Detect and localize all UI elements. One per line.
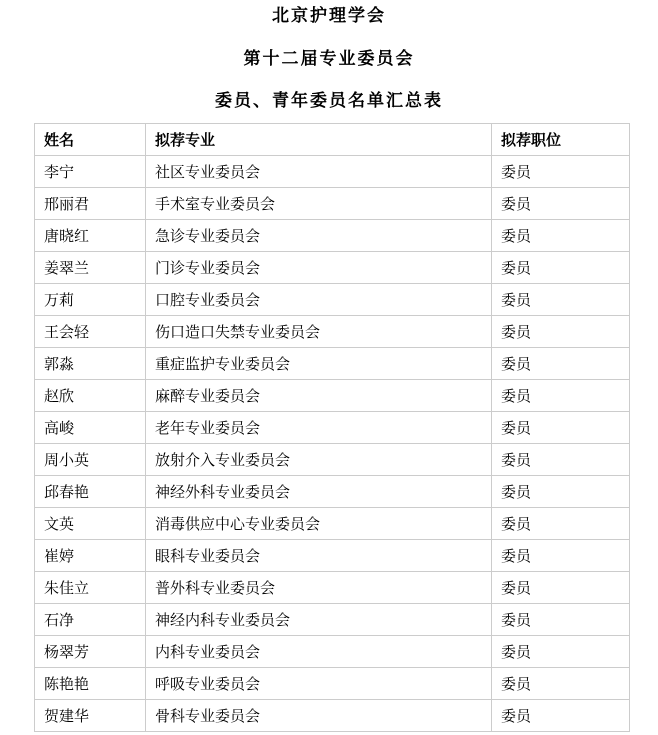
cell-name: 万莉 — [35, 284, 146, 316]
cell-name: 李宁 — [35, 156, 146, 188]
cell-specialty: 消毒供应中心专业委员会 — [146, 508, 492, 540]
table-row — [35, 156, 630, 188]
cell-specialty: 放射介入专业委员会 — [146, 444, 492, 476]
column-header-position: 拟荐职位 — [492, 124, 630, 156]
cell-position: 委员 — [492, 316, 630, 348]
cell-position: 委员 — [492, 636, 630, 668]
cell-name: 郭淼 — [35, 348, 146, 380]
cell-name: 王会轻 — [35, 316, 146, 348]
table-header-row — [35, 124, 630, 156]
cell-position: 委员 — [492, 444, 630, 476]
cell-specialty: 普外科专业委员会 — [146, 572, 492, 604]
table-body — [35, 156, 630, 732]
cell-specialty: 内科专业委员会 — [146, 636, 492, 668]
cell-name: 崔婷 — [35, 540, 146, 572]
cell-position: 委员 — [492, 508, 630, 540]
column-header-name: 姓名 — [35, 124, 146, 156]
table-row — [35, 220, 630, 252]
cell-name: 杨翠芳 — [35, 636, 146, 668]
cell-specialty: 呼吸专业委员会 — [146, 668, 492, 700]
cell-name: 唐晓红 — [35, 220, 146, 252]
cell-specialty: 手术室专业委员会 — [146, 188, 492, 220]
table-row — [35, 540, 630, 572]
table-row — [35, 508, 630, 540]
table-row — [35, 476, 630, 508]
cell-specialty: 神经内科专业委员会 — [146, 604, 492, 636]
table-row — [35, 252, 630, 284]
cell-name: 邱春艳 — [35, 476, 146, 508]
cell-position: 委员 — [492, 700, 630, 732]
cell-name: 贺建华 — [35, 700, 146, 732]
cell-name: 石净 — [35, 604, 146, 636]
table-row — [35, 636, 630, 668]
cell-position: 委员 — [492, 348, 630, 380]
cell-specialty: 重症监护专业委员会 — [146, 348, 492, 380]
table-row — [35, 316, 630, 348]
cell-position: 委员 — [492, 380, 630, 412]
cell-name: 姜翠兰 — [35, 252, 146, 284]
cell-specialty: 口腔专业委员会 — [146, 284, 492, 316]
cell-name: 周小英 — [35, 444, 146, 476]
column-header-specialty: 拟荐专业 — [146, 124, 492, 156]
cell-specialty: 骨科专业委员会 — [146, 700, 492, 732]
cell-position: 委员 — [492, 540, 630, 572]
table-row — [35, 668, 630, 700]
cell-name: 高峻 — [35, 412, 146, 444]
cell-specialty: 社区专业委员会 — [146, 156, 492, 188]
cell-position: 委员 — [492, 188, 630, 220]
cell-position: 委员 — [492, 604, 630, 636]
table-row — [35, 444, 630, 476]
cell-position: 委员 — [492, 412, 630, 444]
cell-position: 委员 — [492, 668, 630, 700]
cell-name: 文英 — [35, 508, 146, 540]
cell-specialty: 伤口造口失禁专业委员会 — [146, 316, 492, 348]
cell-position: 委员 — [492, 220, 630, 252]
cell-name: 朱佳立 — [35, 572, 146, 604]
table-row — [35, 700, 630, 732]
table-row — [35, 380, 630, 412]
member-table — [34, 123, 630, 732]
cell-name: 邢丽君 — [35, 188, 146, 220]
cell-specialty: 神经外科专业委员会 — [146, 476, 492, 508]
cell-position: 委员 — [492, 572, 630, 604]
cell-position: 委员 — [492, 476, 630, 508]
cell-position: 委员 — [492, 156, 630, 188]
table-row — [35, 284, 630, 316]
cell-specialty: 老年专业委员会 — [146, 412, 492, 444]
cell-position: 委员 — [492, 284, 630, 316]
society-title: 北京护理学会 — [272, 6, 386, 26]
cell-specialty: 门诊专业委员会 — [146, 252, 492, 284]
cell-specialty: 急诊专业委员会 — [146, 220, 492, 252]
table-row — [35, 604, 630, 636]
cell-specialty: 眼科专业委员会 — [146, 540, 492, 572]
cell-name: 陈艳艳 — [35, 668, 146, 700]
cell-name: 赵欣 — [35, 380, 146, 412]
table-row — [35, 348, 630, 380]
cell-specialty: 麻醉专业委员会 — [146, 380, 492, 412]
committee-title: 第十二届专业委员会 — [243, 49, 415, 69]
cell-position: 委员 — [492, 252, 630, 284]
table-row — [35, 572, 630, 604]
list-title: 委员、青年委员名单汇总表 — [215, 91, 443, 111]
table-row — [35, 412, 630, 444]
table-row — [35, 188, 630, 220]
